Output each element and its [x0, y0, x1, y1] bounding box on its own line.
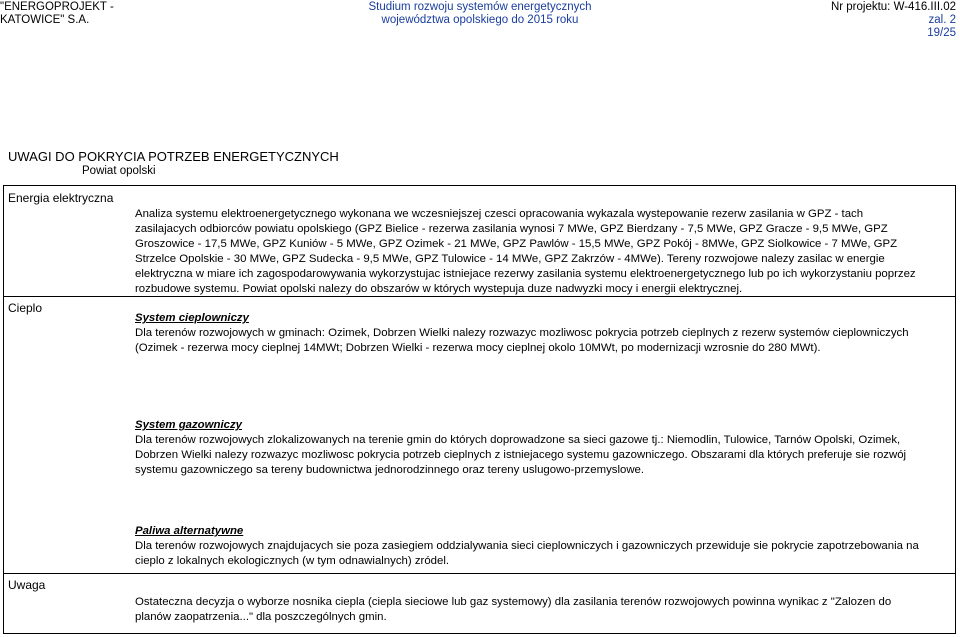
page-subtitle: Powiat opolski [82, 165, 156, 177]
company-name-line2: KATOWICE" S.A. [0, 14, 90, 26]
study-title-line1: Studium rozwoju systemów energetycznych [368, 1, 592, 13]
gazowniczy-heading: System gazowniczy [135, 419, 242, 431]
paliwa-heading: Paliwa alternatywne [135, 525, 244, 537]
header-project-info [831, 1, 956, 40]
attachment-number: zal. 2 [928, 14, 956, 26]
uwaga-text: Ostateczna decyzja o wyborze nosnika ciepla (ciepla sieciowe lub gaz systemowy) dla zasilania terenów rozwojowych powinna wynikac z "Zalozen do planów zaopatrzenia..." dla poszczególnych gmin. [135, 596, 892, 623]
header-study-title [0, 1, 960, 27]
remarks-table [3, 185, 956, 634]
energia-text: Analiza systemu elektroenergetycznego wykonana we wczesniejszej czesci opracowania wykazala wystepowanie rezerw zasilania w GPZ - tach zasilajacych odbiorców powiatu opolskiego (GPZ Bielice - rezerwa zasilania wynosi 7 MWe, GPZ Bierdzany - 7,5 MWe, GPZ Gracze - 9,5 MWe, GPZ Groszowice - 17,5 MWe, GPZ Kuniów - 5 MWe, GPZ Ozimek - 21 MWe, GPZ Pawlów - 15,5 MWe, GPZ Pokój - 8MWe, GPZ Siolkowice - 7 MWe, GPZ Strzelce Opolskie - 30 MWe, GPZ Sudecka - 9,5 MWe, GPZ Tulowice - 14 MWe, GPZ Zakrzów - 4MWe). Tereny rozwojowe nalezy zasilac w energie elektryczna w miare ich zagospodarowywania wykorzystujac istniejace rezerwy zasilania systemu elektroenergetycznego lub po ich wykorzystaniu poprzez rozbudowe systemu. Powiat opolski nalezy do obszarów w których wystepuja duze nadwyzki mocy i energii elektrycznej. [135, 208, 916, 295]
cieplowniczy-heading: System cieplowniczy [135, 312, 249, 324]
gazowniczy-block [135, 418, 925, 478]
row-divider [4, 573, 955, 574]
project-number: Nr projektu: W-416.III.02 [830, 1, 956, 13]
cieplowniczy-text: Dla terenów rozwojowych w gminach: Ozimek, Dobrzen Wielki nalezy rozwazyc mozliwosc pokrycia potrzeb cieplnych z rezerw systemów cieplowniczych (Ozimek - rezerwa mocy cieplnej 14MWt; Dobrzen Wielki - rezerwa mocy cieplnej okolo 10MWt, po modernizacji wzrosnie do 280 MWt). [135, 327, 909, 354]
category-uwaga-label: Uwaga [8, 578, 46, 592]
paliwa-text: Dla terenów rozwojowych znajdujacych sie poza zasiegiem oddzialywania sieci cieplowniczych i gazowniczych przewiduje sie pokrycie zapotrzebowania na cieplo z lokalnych ekologicznych (w tym odnawialnych) zródel. [135, 540, 919, 567]
company-name-line1: "ENERGOPROJEKT - [0, 1, 114, 13]
category-cieplo-label: Cieplo [8, 301, 43, 315]
page-title: UWAGI DO POKRYCIA POTRZEB ENERGETYCZNYCH [8, 149, 339, 164]
cieplowniczy-block [135, 311, 925, 356]
page-number: 19/25 [927, 27, 956, 39]
study-title-line2: województwa opolskiego do 2015 roku [381, 14, 579, 26]
gazowniczy-text: Dla terenów rozwojowych zlokalizowanych na terenie gmin do których doprowadzone sa sieci gazowe tj.: Niemodlin, Tulowice, Tarnów Opolski, Ozimek, Dobrzen Wielki nalezy rozwazyc mozliwosc pokrycia potrzeb cieplnych z istniejacego systemu gazowniczego. Obszarami dla których preferuje sie rozwój systemu gazowniczego sa tereny budownictwa jednorodzinnego oraz tereny uslugowo-przemyslowe. [135, 434, 907, 476]
paliwa-block [135, 524, 925, 569]
category-energia-label: Energia elektryczna [8, 191, 114, 205]
